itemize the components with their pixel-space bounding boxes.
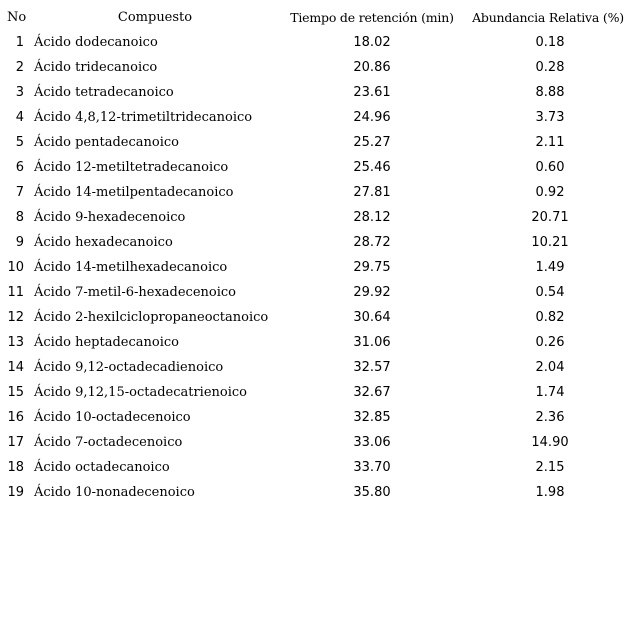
relative-abundance: 2.15 [535,460,565,475]
relative-abundance: 0.60 [535,160,565,175]
table-row [0,205,635,230]
retention-time: 33.06 [353,435,391,450]
relative-abundance: 0.18 [535,35,565,50]
relative-abundance: 14.90 [531,435,569,450]
table-row [0,280,635,305]
row-number: 9 [15,235,24,250]
row-number: 17 [7,435,24,450]
retention-time: 32.67 [353,385,391,400]
retention-time: 35.80 [353,485,391,500]
table-row [0,180,635,205]
retention-time: 28.72 [353,235,391,250]
retention-time: 32.85 [353,410,391,425]
compound-name: Ácido hexadecanoico [34,235,173,250]
relative-abundance: 0.92 [535,185,565,200]
relative-abundance: 10.21 [531,235,569,250]
retention-time: 30.64 [353,310,391,325]
header-relative-abundance: Abundancia Relativa (%) [472,10,624,25]
table-row [0,230,635,255]
table-row [0,305,635,330]
retention-time: 18.02 [353,35,391,50]
compound-name: Ácido 14-metilpentadecanoico [34,185,234,200]
header-retention-time: Tiempo de retención (min) [290,10,454,25]
table-row [0,80,635,105]
relative-abundance: 2.36 [535,410,565,425]
row-number: 7 [15,185,24,200]
table-row [0,155,635,180]
row-number: 18 [7,460,24,475]
row-number: 14 [7,360,24,375]
compound-name: Ácido 7-octadecenoico [34,435,183,450]
relative-abundance: 2.11 [535,135,565,150]
compound-name: Ácido 10-nonadecenoico [34,485,195,500]
relative-abundance: 3.73 [535,110,565,125]
relative-abundance: 1.98 [535,485,565,500]
row-number: 5 [15,135,24,150]
relative-abundance: 1.49 [535,260,565,275]
table-row [0,30,635,55]
compound-name: Ácido tetradecanoico [34,85,174,100]
relative-abundance: 8.88 [535,85,565,100]
relative-abundance: 1.74 [535,385,565,400]
row-number: 15 [7,385,24,400]
relative-abundance: 20.71 [531,210,569,225]
row-number: 16 [7,410,24,425]
table-row [0,480,635,505]
relative-abundance: 0.28 [535,60,565,75]
retention-time: 31.06 [353,335,391,350]
compound-name: Ácido 9-hexadecenoico [34,210,186,225]
header-no: No [7,10,27,25]
table-row [0,55,635,80]
header-compound: Compuesto [117,10,193,25]
row-number: 8 [15,210,24,225]
table-row [0,105,635,130]
table-row [0,355,635,380]
relative-abundance: 2.04 [535,360,565,375]
retention-time: 28.12 [353,210,391,225]
compound-name: Ácido 9,12-octadecadienoico [34,360,224,375]
retention-time: 29.92 [353,285,391,300]
retention-time: 32.57 [353,360,391,375]
table-header-row [0,5,635,30]
compound-name: Ácido heptadecanoico [34,335,179,350]
row-number: 4 [15,110,24,125]
table-row [0,130,635,155]
compound-name: Ácido 4,8,12-trimetiltridecanoico [34,110,253,125]
table-row [0,405,635,430]
retention-time: 27.81 [353,185,391,200]
compound-name: Ácido octadecanoico [34,460,170,475]
retention-time: 23.61 [353,85,391,100]
row-number: 1 [15,35,24,50]
compound-name: Ácido 10-octadecenoico [34,410,191,425]
relative-abundance: 0.54 [535,285,565,300]
compound-name: Ácido 2-hexilciclopropaneoctanoico [34,310,269,325]
relative-abundance: 0.82 [535,310,565,325]
row-number: 3 [15,85,24,100]
compound-name: Ácido pentadecanoico [34,135,179,150]
table-row [0,455,635,480]
row-number: 13 [7,335,24,350]
table-body [0,30,635,505]
row-number: 19 [7,485,24,500]
table-row [0,255,635,280]
row-number: 10 [7,260,24,275]
relative-abundance: 0.26 [535,335,565,350]
compound-name: Ácido dodecanoico [34,35,158,50]
retention-time: 24.96 [353,110,391,125]
table-row [0,430,635,455]
retention-time: 25.46 [353,160,391,175]
retention-time: 29.75 [353,260,391,275]
retention-time: 20.86 [353,60,391,75]
row-number: 6 [15,160,24,175]
retention-time: 25.27 [353,135,391,150]
row-number: 12 [7,310,24,325]
retention-time: 33.70 [353,460,391,475]
compound-name: Ácido 12-metiltetradecanoico [34,160,229,175]
compound-name: Ácido 9,12,15-octadecatrienoico [34,385,248,400]
row-number: 11 [7,285,24,300]
fatty-acid-table [0,5,635,505]
table-row [0,380,635,405]
compound-name: Ácido tridecanoico [34,60,158,75]
row-number: 2 [15,60,24,75]
table-row [0,330,635,355]
compound-name: Ácido 14-metilhexadecanoico [34,260,228,275]
compound-name: Ácido 7-metil-6-hexadecenoico [34,285,236,300]
